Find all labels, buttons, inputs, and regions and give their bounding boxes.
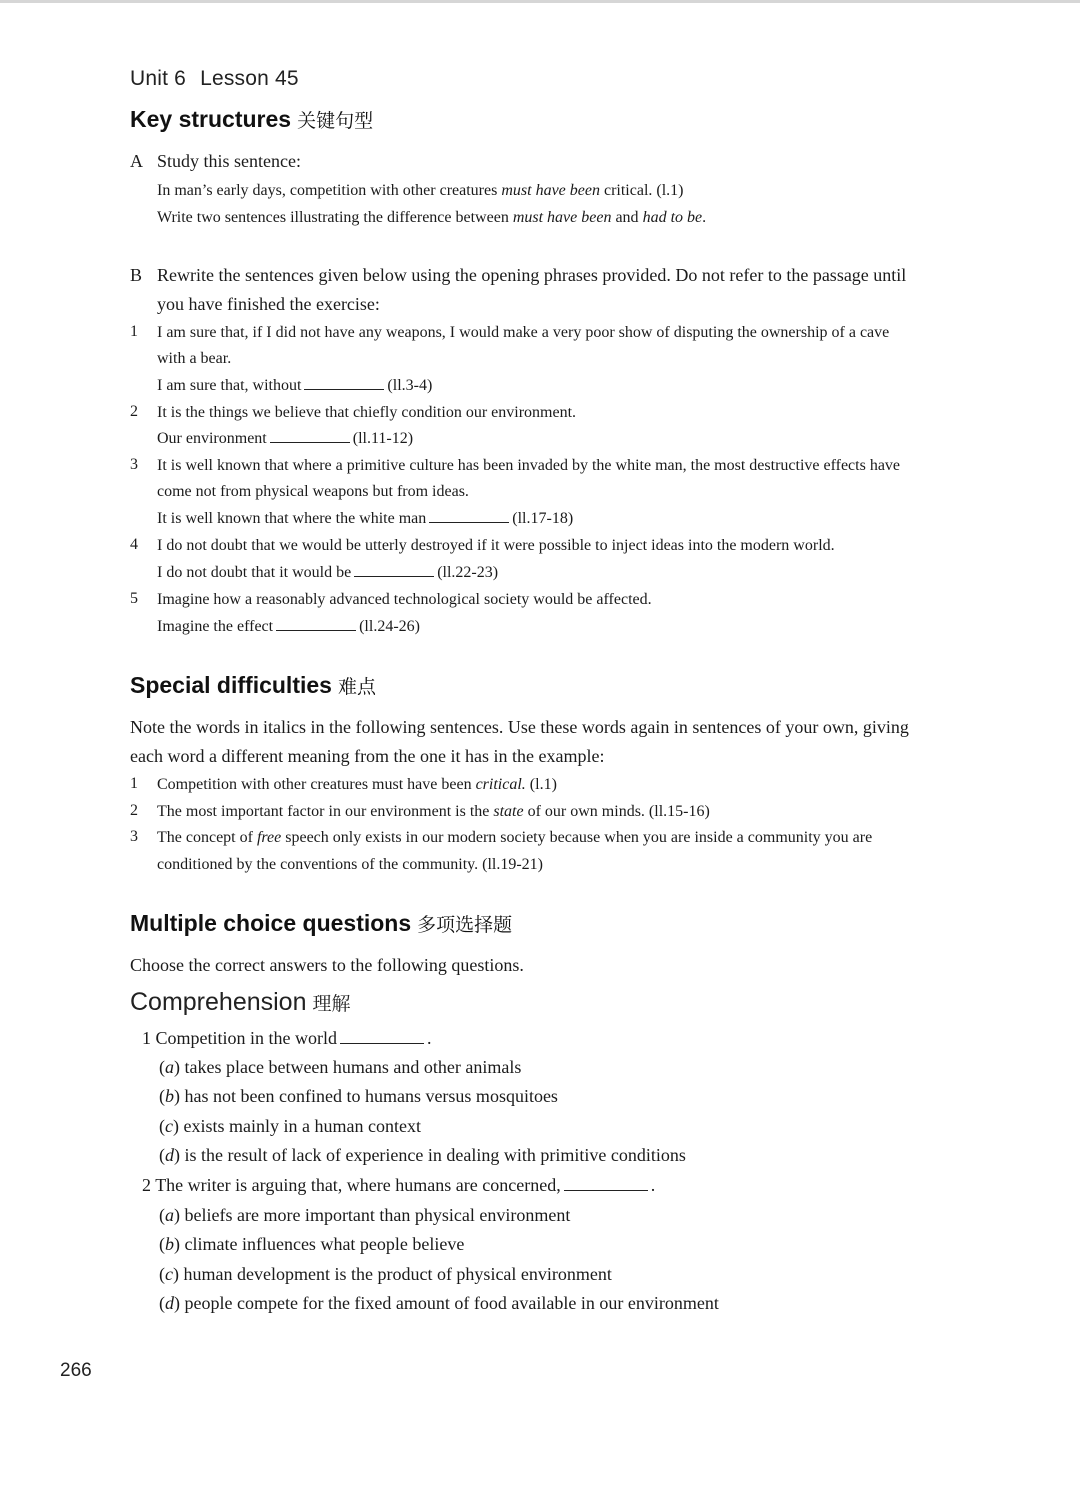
b-item-sentence: It is the things we believe that chiefly condition our environment. [157,404,577,421]
answer-option[interactable]: (b) has not been confined to humans versus mosquitoes [159,1086,558,1106]
b-item-prompt: Imagine the effect (ll.24-26) [157,618,420,635]
section-a-instruction: Study this sentence: [157,151,301,171]
b-item-sentence: I am sure that, if I did not have any weapons, I would make a very poor show of disputing the ownership of a cave [157,324,890,341]
sd-item: Competition with other creatures must have been critical. (l.1) [157,776,557,793]
b-item-prompt: It is well known that where the white man (ll.17-18) [157,510,574,527]
b-item-number: 5 [130,590,138,607]
b-item-sentence: I do not doubt that we would be utterly destroyed if it were possible to inject ideas into the modern world. [157,537,835,554]
key-structures-heading-zh: 关键句型 [297,110,374,132]
answer-option[interactable]: (c) exists mainly in a human context [159,1116,421,1136]
answer-blank[interactable] [276,618,356,631]
sd-item-cont: conditioned by the conventions of the community. (ll.19-21) [157,856,543,873]
section-a-label: A [130,151,143,171]
sd-item: The most important factor in our environment is the state of our own minds. (ll.15-16) [157,803,710,820]
answer-blank[interactable] [270,430,350,443]
b-item-sentence-cont: come not from physical weapons but from ideas. [157,483,469,500]
b-item-prompt: Our environment (ll.11-12) [157,430,414,447]
comprehension-heading-zh: 理解 [312,993,351,1015]
b-item-prompt: I am sure that, without (ll.3-4) [157,377,433,394]
answer-blank[interactable] [304,377,384,390]
answer-option[interactable]: (c) human development is the product of physical environment [159,1264,612,1284]
answer-option[interactable]: (d) people compete for the fixed amount of food available in our environment [159,1293,719,1313]
unit-label: Unit 6 [130,67,187,90]
sd-item-number: 1 [130,775,138,792]
b-item-number: 3 [130,456,138,473]
section-a-task: Write two sentences illustrating the difference between must have been and had to be. [157,209,707,226]
b-item-number: 4 [130,536,138,553]
special-difficulties-heading-zh: 难点 [337,676,376,698]
b-item-number: 2 [130,403,138,420]
multiple-choice-heading: Multiple choice questions 多项选择题 [130,910,513,936]
section-b-instruction-l1: Rewrite the sentences given below using the opening phrases provided. Do not refer to the passage until [157,265,907,285]
answer-option[interactable]: (d) is the result of lack of experience in dealing with primitive conditions [159,1145,686,1165]
special-difficulties-intro-l1: Note the words in italics in the following sentences. Use these words again in sentences of your own, giving [130,717,909,737]
sd-item: The concept of free speech only exists in our modern society because when you are inside a community you are [157,829,873,846]
b-item-prompt: I do not doubt that it would be (ll.22-23) [157,564,499,581]
special-difficulties-intro-l2: each word a different meaning from the one it has in the example: [130,746,605,766]
question-stem: 1 Competition in the world . [142,1028,432,1048]
comprehension-heading: Comprehension 理解 [130,988,351,1016]
top-border [0,0,1080,3]
section-a-example: In man’s early days, competition with other creatures must have been critical. (l.1) [157,182,684,199]
b-item-number: 1 [130,323,138,340]
page-number: 266 [60,1360,92,1381]
b-item-sentence: It is well known that where a primitive culture has been invaded by the white man, the most destructive effects have [157,457,901,474]
answer-blank[interactable] [429,510,509,523]
key-structures-heading: Key structures 关键句型 [130,106,374,132]
answer-blank[interactable] [340,1031,424,1044]
special-difficulties-heading: Special difficulties 难点 [130,672,376,698]
answer-option[interactable]: (b) climate influences what people believe [159,1234,465,1254]
b-item-sentence: Imagine how a reasonably advanced technological society would be affected. [157,591,652,608]
lesson-label: Lesson 45 [200,67,299,90]
answer-option[interactable]: (a) takes place between humans and other animals [159,1057,522,1077]
section-b-label: B [130,265,143,285]
sd-item-number: 3 [130,828,138,845]
b-item-sentence-cont: with a bear. [157,350,232,367]
unit-lesson-header [130,67,299,91]
answer-option[interactable]: (a) beliefs are more important than physical environment [159,1205,571,1225]
answer-blank[interactable] [354,564,434,577]
section-b-instruction-l2: you have finished the exercise: [157,294,380,314]
answer-blank[interactable] [564,1178,648,1191]
sd-item-number: 2 [130,802,138,819]
question-stem: 2 The writer is arguing that, where humans are concerned, . [142,1175,656,1195]
multiple-choice-intro: Choose the correct answers to the following questions. [130,955,524,975]
multiple-choice-heading-zh: 多项选择题 [417,914,513,936]
